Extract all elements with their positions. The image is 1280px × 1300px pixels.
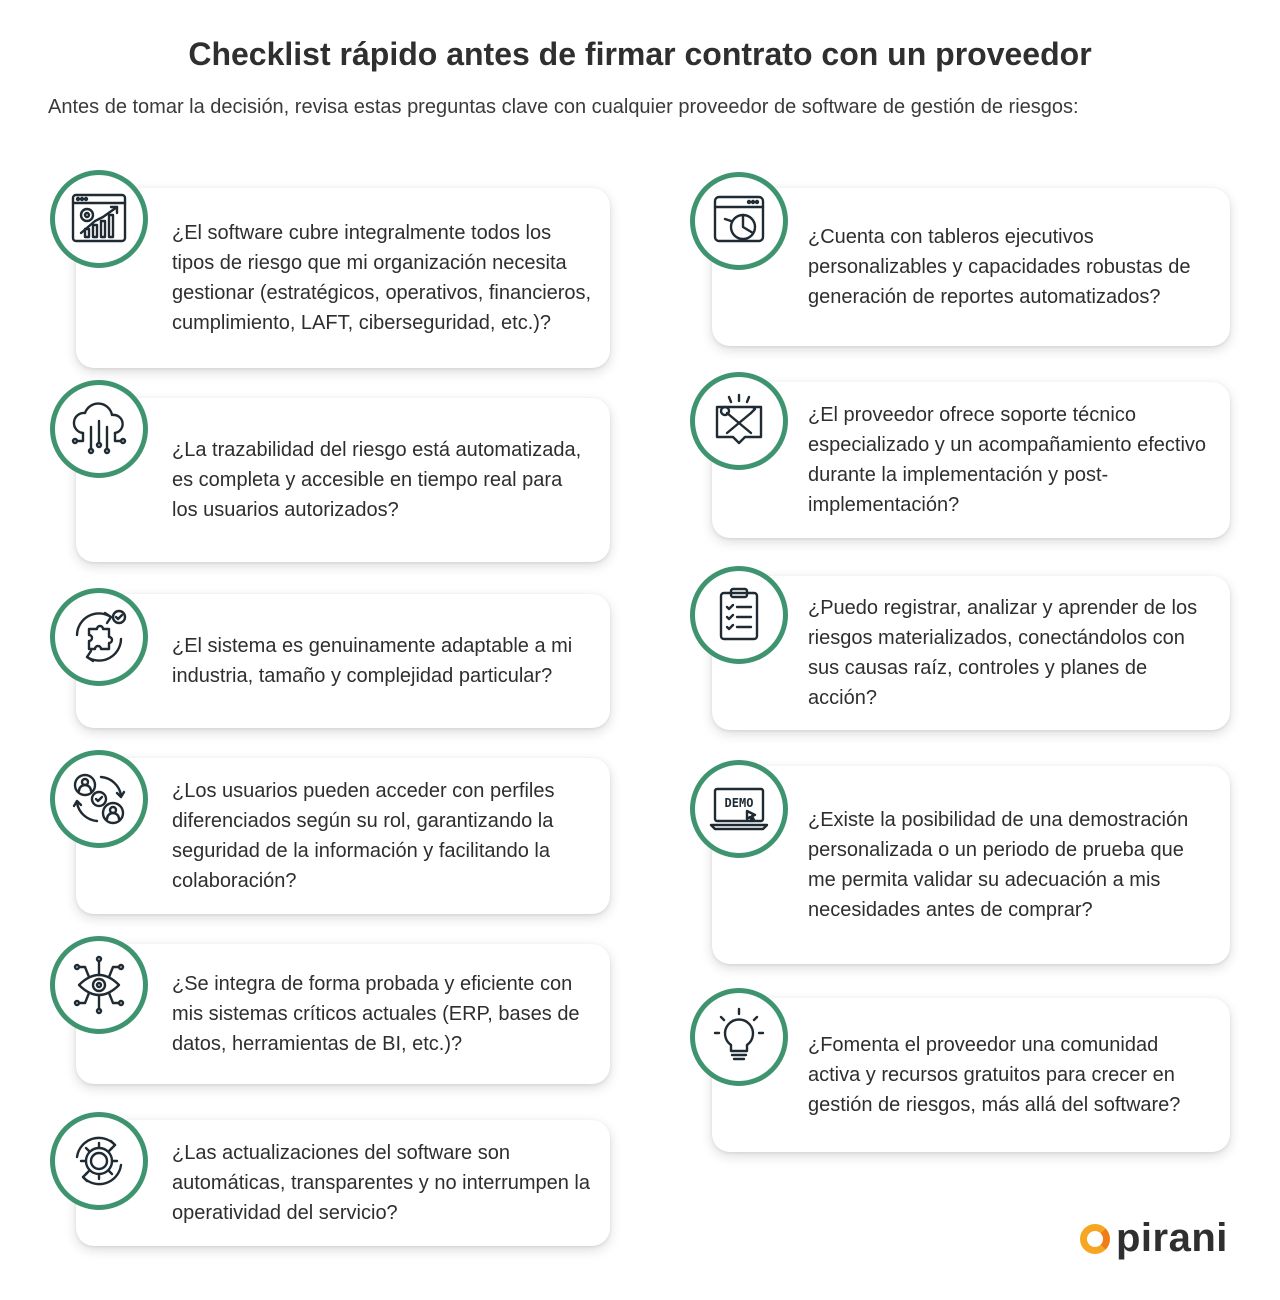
checklist-item-card bbox=[712, 998, 1230, 1152]
demo-laptop-icon bbox=[690, 760, 788, 858]
demo-label: DEMO bbox=[724, 796, 754, 810]
checklist-item-card bbox=[712, 576, 1230, 730]
lightbulb-icon bbox=[690, 988, 788, 1086]
page-title: Checklist rápido antes de firmar contrato con un proveedor bbox=[188, 36, 1092, 72]
pirani-logo bbox=[1080, 1216, 1228, 1261]
checklist-item-text: ¿El software cubre integralmente todos los tipos de riesgo que mi organización necesita gestionar (estratégicos, operativos, financieros, cumplimiento, LAFT, ciberseguridad, etc.)? bbox=[172, 222, 592, 334]
checklist-item-text: ¿Los usuarios pueden acceder con perfiles diferenciados según su rol, garantizando la seguridad de la información y facilitando la colaboración? bbox=[172, 780, 555, 892]
checklist-item-card bbox=[76, 188, 610, 368]
checklist-item-card bbox=[76, 398, 610, 562]
checklist-item-card bbox=[76, 758, 610, 914]
checklist-item-text: ¿Existe la posibilidad de una demostración personalizada o un periodo de prueba que me permita validar su adecuación a mis necesidades antes de comprar? bbox=[808, 809, 1189, 921]
page-subtitle: Antes de tomar la decisión, revisa estas preguntas clave con cualquier proveedor de software de gestión de riesgos: bbox=[48, 96, 1079, 118]
checklist-item-text: ¿Se integra de forma probada y eficiente con mis sistemas críticos actuales (ERP, bases de datos, herramientas de BI, etc.)? bbox=[172, 973, 580, 1055]
pirani-logo-mark-icon bbox=[1080, 1224, 1110, 1254]
checklist-item-card bbox=[712, 382, 1230, 538]
checklist-item-text: ¿La trazabilidad del riesgo está automatizada, es completa y accesible en tiempo real para los usuarios autorizados? bbox=[172, 439, 582, 521]
checklist-item-card bbox=[76, 944, 610, 1084]
pirani-logo-text: pirani bbox=[1116, 1216, 1228, 1260]
clipboard-checklist-icon bbox=[690, 566, 788, 664]
checklist-item-text: ¿El sistema es genuinamente adaptable a mi industria, tamaño y complejidad particular? bbox=[172, 635, 573, 687]
eye-circuit-icon bbox=[50, 936, 148, 1034]
pie-chart-window-icon bbox=[690, 172, 788, 270]
checklist-item-card bbox=[76, 1120, 610, 1246]
puzzle-adapt-icon bbox=[50, 588, 148, 686]
gear-refresh-icon bbox=[50, 1112, 148, 1210]
checklist-item-card bbox=[76, 594, 610, 728]
user-roles-icon bbox=[50, 750, 148, 848]
checklist-item-card bbox=[712, 188, 1230, 346]
checklist-item-text: ¿Puedo registrar, analizar y aprender de los riesgos materializados, conectándolos con sus causas raíz, controles y planes de acción? bbox=[808, 597, 1198, 709]
analytics-dashboard-icon bbox=[50, 170, 148, 268]
checklist-item-card bbox=[712, 766, 1230, 964]
checklist-item-text: ¿El proveedor ofrece soporte técnico especializado y un acompañamiento efectivo durante la implementación y post-implementación? bbox=[808, 404, 1207, 516]
cloud-network-icon bbox=[50, 380, 148, 478]
checklist-item-text: ¿Fomenta el proveedor una comunidad activa y recursos gratuitos para crecer en gestión de riesgos, más allá del software? bbox=[808, 1034, 1181, 1116]
checklist-item-text: ¿Cuenta con tableros ejecutivos personalizables y capacidades robustas de generación de reportes automatizados? bbox=[808, 226, 1191, 308]
checklist-item-text: ¿Las actualizaciones del software son automáticas, transparentes y no interrumpen la operatividad del servicio? bbox=[172, 1142, 590, 1224]
support-tools-icon bbox=[690, 372, 788, 470]
